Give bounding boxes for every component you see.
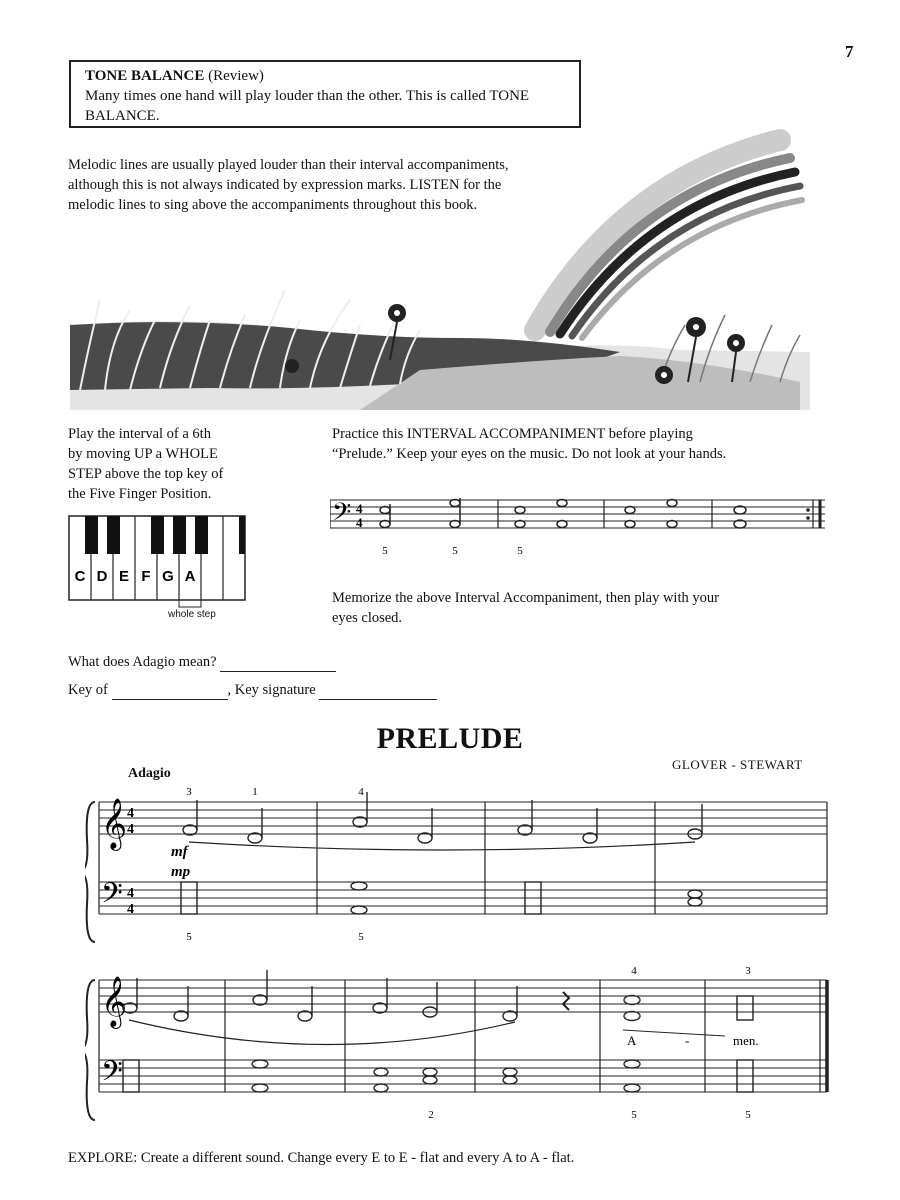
fingering: 5 — [745, 1109, 751, 1121]
key-signature-blank[interactable] — [319, 699, 437, 700]
rainbow — [535, 140, 802, 338]
melodic-intro-line: although this is not always indicated by expression marks. LISTEN for the — [68, 177, 502, 193]
time-sig: 4 — [127, 822, 134, 837]
treble-clef-icon: 𝄞 — [101, 799, 128, 848]
sixth-instruction — [68, 424, 223, 504]
practice-fingering: 5 — [517, 545, 523, 557]
rests — [563, 992, 569, 1010]
grand-staff-brace — [85, 802, 95, 942]
key-label-a: A — [184, 568, 196, 585]
practice-instruction — [332, 424, 726, 464]
page-number: 7 — [845, 42, 854, 61]
key-label-f: F — [141, 568, 151, 585]
whole-step-label: whole step — [168, 609, 216, 620]
memorize-instruction — [332, 588, 719, 628]
bass-clef-icon: 𝄢 — [101, 879, 123, 916]
dynamic-rh: mf — [171, 844, 188, 860]
whole-step-bracket — [179, 600, 201, 607]
key-question — [68, 680, 437, 700]
fingering: 3 — [745, 965, 751, 977]
lyric-a: A — [627, 1033, 637, 1048]
sixth-instruction-line: Play the interval of a 6th — [68, 426, 211, 442]
practice-fingering: 5 — [382, 545, 388, 557]
sixth-instruction-line: STEP above the top key of — [68, 466, 224, 482]
treble-staff-lines — [99, 980, 827, 1012]
tempo-marking: Adagio — [128, 766, 171, 781]
bass-clef-icon: 𝄢 — [332, 499, 352, 532]
key-label-e: E — [118, 568, 130, 585]
system-2-treble-notes — [123, 970, 753, 1045]
piece-title: PRELUDE — [376, 722, 524, 755]
system-1-barlines — [99, 802, 827, 914]
key-signature-text: , Key signature — [227, 682, 316, 698]
melodic-intro-line: Melodic lines are usually played louder than their interval accompaniments, — [68, 157, 509, 173]
practice-fingering: 5 — [452, 545, 458, 557]
staff-lines — [330, 500, 825, 528]
practice-instruction-line: Practice this INTERVAL ACCOMPANIMENT before playing — [332, 426, 693, 442]
tone-balance-box — [69, 60, 581, 128]
fingering: 4 — [631, 965, 637, 977]
grand-staff-brace — [85, 980, 95, 1120]
tone-balance-subheading: (Review) — [208, 68, 264, 84]
bass-clef-icon: 𝄢 — [101, 1057, 123, 1094]
sixth-instruction-line: the Five Finger Position. — [68, 486, 212, 502]
key-label-g: G — [162, 568, 174, 585]
lyric-men: men. — [733, 1033, 759, 1048]
fingering: 2 — [428, 1109, 434, 1121]
score-system-2 — [85, 958, 835, 1128]
practice-staff — [330, 490, 830, 560]
time-sig: 4 — [127, 806, 134, 821]
rainbow-meadow-illustration — [60, 120, 820, 420]
fingering: 1 — [252, 786, 258, 798]
adagio-question-text: What does Adagio mean? — [68, 654, 217, 670]
practice-notes — [380, 498, 746, 528]
adagio-answer-blank[interactable] — [220, 671, 336, 672]
key-label-c: C — [74, 568, 86, 585]
bass-staff-lines — [99, 1060, 827, 1092]
composer: GLOVER - STEWART — [672, 757, 803, 772]
fingering: 5 — [358, 931, 364, 943]
tone-balance-text: Many times one hand will play louder than the other. This is called TONE BALANCE. — [85, 88, 530, 124]
memorize-instruction-line: Memorize the above Interval Accompaniment, then play with your — [332, 590, 719, 606]
time-sig-bottom: 4 — [356, 515, 363, 530]
key-of-text: Key of — [68, 682, 108, 698]
key-of-blank[interactable] — [112, 699, 228, 700]
fingering: 3 — [186, 786, 192, 798]
time-sig-top: 4 — [356, 501, 363, 516]
keyboard-diagram — [68, 515, 250, 610]
melodic-intro-line: melodic lines to sing above the accompaniments throughout this book. — [68, 197, 478, 213]
key-label-d: D — [96, 568, 108, 585]
fingering: 4 — [358, 786, 364, 798]
tone-balance-heading: TONE BALANCE — [85, 68, 205, 84]
fingering: 5 — [631, 1109, 637, 1121]
adagio-question — [68, 652, 336, 672]
sixth-instruction-line: by moving UP a WHOLE — [68, 446, 218, 462]
score-system-1 — [85, 780, 835, 950]
fingering: 5 — [186, 931, 192, 943]
system-1-treble-notes — [183, 792, 702, 850]
memorize-instruction-line: eyes closed. — [332, 610, 403, 626]
lyric-dash: - — [685, 1033, 690, 1048]
practice-instruction-line: “Prelude.” Keep your eyes on the music. Do not look at your hands. — [332, 446, 727, 462]
treble-clef-icon: 𝄞 — [101, 977, 128, 1026]
time-sig: 4 — [127, 886, 134, 901]
dynamic-lh: mp — [171, 864, 191, 880]
treble-staff-lines — [99, 802, 827, 834]
lyric-extender — [623, 1030, 725, 1036]
time-sig: 4 — [127, 902, 134, 917]
explore-instruction: EXPLORE: Create a different sound. Change every E to E - flat and every A to A - flat. — [68, 1150, 575, 1166]
bass-staff-lines — [99, 882, 827, 914]
